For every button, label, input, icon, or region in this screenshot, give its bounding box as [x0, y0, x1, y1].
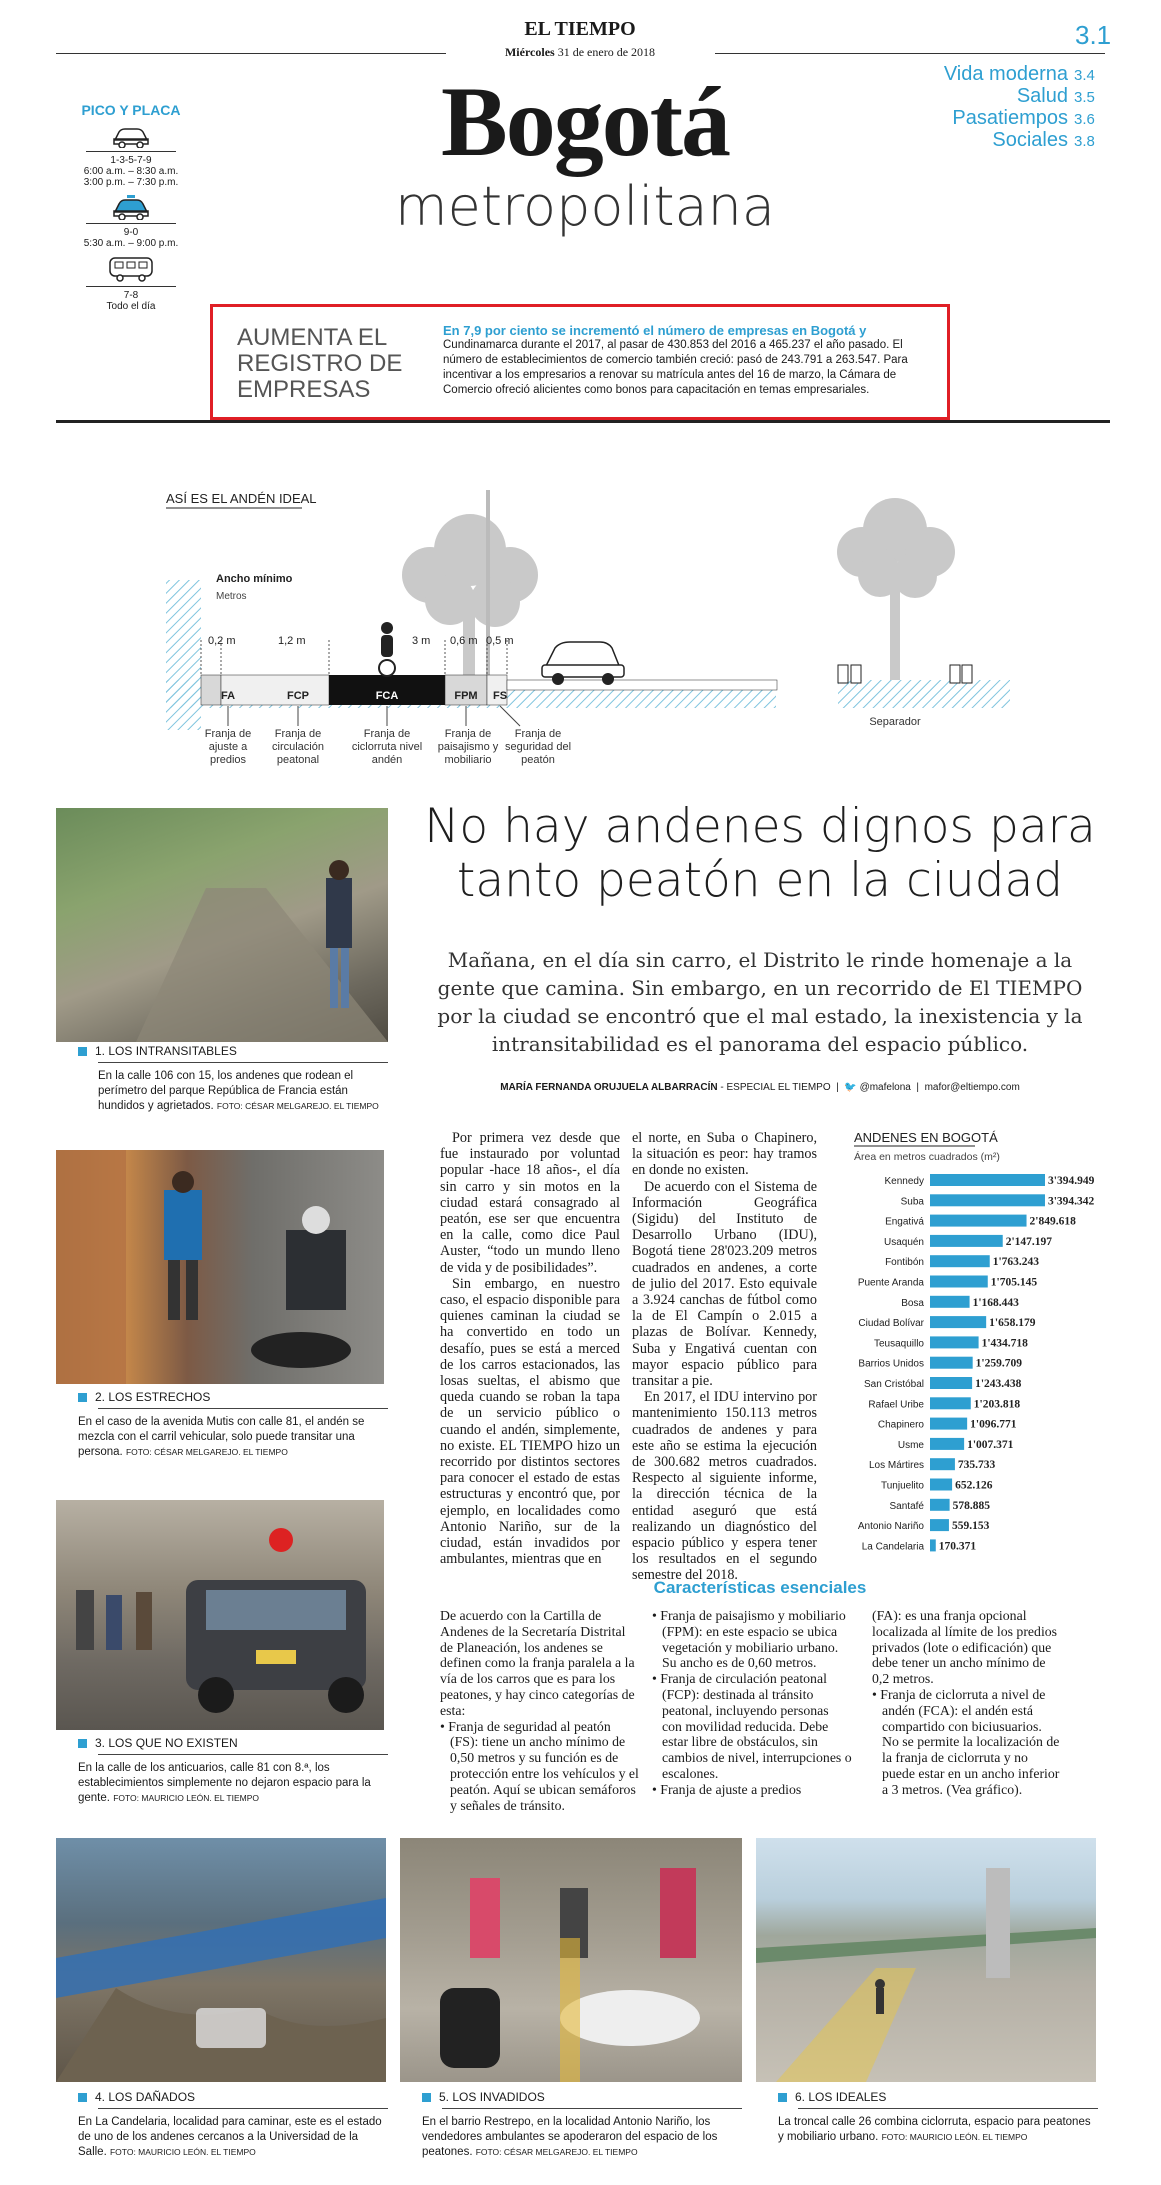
- article-headline: No hay andenes dignos para tanto peatón en la ciudad: [424, 799, 1096, 908]
- newspaper-brand: EL TIEMPO: [524, 18, 636, 40]
- cyclist-icon: [379, 622, 395, 676]
- hours: 3:00 p.m. – 7:30 p.m.: [83, 177, 179, 188]
- code-fcp: FCP: [287, 690, 309, 702]
- bullet-square-icon: [778, 2093, 787, 2102]
- diagram-title: ASÍ ES EL ANDÉN IDEAL: [166, 491, 317, 506]
- index-item[interactable]: Sociales 3.8: [992, 129, 1095, 151]
- code-fca: FCA: [375, 690, 399, 702]
- bar: [930, 1377, 972, 1389]
- plates: 1-3-5-7-9: [110, 155, 152, 166]
- bar-category-label: Antonio Nariño: [857, 1521, 924, 1533]
- tree-icon: [402, 514, 538, 680]
- caption-number: 3. LOS QUE NO EXISTEN: [95, 1736, 238, 1750]
- bar: [930, 1296, 970, 1308]
- characteristics-item: (FA): es una franja opcional localizada al límite de los predios privados (lote o edificación) que debe tener un ancho mínimo de 0,2 metros.: [872, 1608, 1058, 1687]
- bar-value-label: 1'203.818: [973, 1398, 1021, 1411]
- bar-value-label: 1'763.243: [992, 1256, 1040, 1269]
- paragraph: Sin embargo, en nuestro caso, el espacio disponible para quienes caminan la ciudad se ha convertido en todo un desafío, pues se está a merced de los carros estacionados, las losas sueltas, el abismo que queda cuando se roban la tapa de un servicio público o cuando el andén, simplemente, no existe. EL TIEMPO hizo un recorrido por distintos sectores para conocer el estado de estas estructuras y encontró que, por ejemplo, en localidades como Antonio Nariño, sur de la ciudad, están invadidos por ambulantes, mientras que en: [440, 1275, 620, 1568]
- code-fs: FS: [492, 690, 508, 702]
- bar-value-label: 1'705.145: [990, 1276, 1038, 1289]
- characteristics-col-1: [440, 1608, 640, 1813]
- photo-no-existen: [56, 1500, 384, 1730]
- date-day: Miércoles: [504, 45, 555, 59]
- measure-fa: 0,2 m: [208, 635, 236, 647]
- caption-2: [78, 1390, 388, 1460]
- characteristics-intro: De acuerdo con la Cartilla de Andenes de la Secretaría Distrital de Planeación, los andenes se definen como la franja paralela a la vía de los carros que es para los peatones, y hay cinco categorías de esta:: [440, 1608, 635, 1718]
- bar-value-label: 1'259.709: [975, 1357, 1022, 1370]
- caption-text: En el caso de la avenida Mutis con calle 81, el andén se mezcla con el carril vehicular, solo puede transitar una persona.: [78, 1416, 365, 1458]
- caption-text: En La Candelaria, localidad para caminar, este es el estado de uno de los andenes cercanos a la Universidad de la Salle.: [78, 2116, 382, 2158]
- paragraph: Por primera vez desde que fue instaurado por voluntad popular -hace 18 años-, el día sin carro y sin motos en la ciudad estará consagrado al peatón, ese ser que encuentra en la calle, como dice Paul Auster, “todo un mundo lleno de vida y de posibilidades”.: [440, 1130, 620, 1276]
- bar-category-label: Usaquén: [883, 1236, 924, 1248]
- pico-y-placa-cars: [56, 124, 206, 188]
- characteristics-title: Características esenciales: [653, 1578, 867, 1597]
- bar-category-label: Chapinero: [877, 1419, 924, 1431]
- bar: [930, 1215, 1027, 1227]
- measure-fpm: 0,6 m: [450, 635, 478, 647]
- bar: [930, 1174, 1045, 1186]
- caption-4: [78, 2090, 388, 2160]
- bar-category-label: Teusaquillo: [873, 1338, 924, 1350]
- bar-chart: [850, 1128, 1120, 1558]
- bar-value-label: 2'147.197: [1005, 1235, 1053, 1248]
- bullet-square-icon: [78, 1047, 87, 1056]
- highlight-box: [210, 304, 950, 420]
- bar-value-label: 3'394.949: [1048, 1175, 1095, 1187]
- section-title: Bogotá: [441, 66, 729, 177]
- bar-value-label: 3'394.342: [1047, 1195, 1095, 1208]
- bar-category-label: La Candelaria: [861, 1541, 924, 1553]
- car-icon: [111, 124, 151, 148]
- caption-text: En la calle de los anticuarios, calle 81 con 8.ª, los establecimientos simplemente no dejaron espacio para la gente.: [78, 1762, 371, 1804]
- bar: [930, 1357, 973, 1369]
- separator-label: Separador: [869, 716, 921, 728]
- bar: [930, 1418, 967, 1430]
- photo-invadidos: [400, 1838, 742, 2082]
- masthead-rule-left: [56, 53, 446, 54]
- article-byline: MARÍA FERNANDA ORUJUELA ALBARRACÍN - ESPECIAL EL TIEMPO | 🐦 @mafelona | mafor@eltiempo.com: [500, 1082, 1020, 1093]
- section-subtitle: metropolitana: [395, 175, 775, 238]
- bar-category-label: Kennedy: [884, 1176, 924, 1187]
- caption-credit: FOTO: MAURICIO LEÓN. EL TIEMPO: [881, 2132, 1028, 2142]
- issue-date: [400, 45, 760, 60]
- article-column-1: [440, 1130, 620, 1567]
- bar-value-label: 652.126: [955, 1479, 993, 1492]
- pico-y-placa-taxis: [56, 194, 206, 249]
- bar-value-label: 559.153: [951, 1520, 990, 1533]
- author-name: MARÍA FERNANDA ORUJUELA ALBARRACÍN: [500, 1082, 718, 1093]
- bar: [930, 1479, 952, 1491]
- caption-text: En la calle 106 con 15, los andenes que rodean el perímetro del parque República de Francia están hundidos y agrietados.: [98, 1070, 354, 1112]
- bar: [930, 1397, 971, 1409]
- bar: [930, 1316, 986, 1328]
- bar-category-label: Usme: [897, 1439, 924, 1451]
- tree-icon: [837, 498, 955, 680]
- bar-value-label: 735.733: [957, 1459, 996, 1472]
- bar-category-label: Tunjuelito: [881, 1480, 924, 1492]
- author-twitter[interactable]: @mafelona: [859, 1082, 911, 1093]
- code-fpm: FPM: [454, 690, 478, 702]
- pico-y-placa-title: PICO Y PLACA: [81, 102, 181, 118]
- caption-number: 2. LOS ESTRECHOS: [95, 1390, 211, 1404]
- hours: 5:30 a.m. – 9:00 p.m.: [83, 238, 179, 249]
- author-role: - ESPECIAL EL TIEMPO: [720, 1082, 831, 1093]
- bar-value-label: 1'007.371: [967, 1438, 1014, 1451]
- caption-1: [78, 1044, 388, 1114]
- section-divider: [56, 420, 1110, 423]
- paragraph: En 2017, el IDU intervino por mantenimiento 150.113 metros cuadrados de andenes y para este año se estima la ejecución de 300.682 metros cuadrados. Respecto al siguiente informe, la dirección técnica de la entidad aseguró que está realizando un diagnóstico del espacio público y espera tener los resultados en el segundo semestre del 2018.: [632, 1389, 817, 1584]
- bar-category-label: Bosa: [901, 1297, 924, 1309]
- bar: [930, 1255, 990, 1267]
- bar-category-label: Barrios Unidos: [858, 1358, 924, 1370]
- desc-fca: Franja de ciclorruta nivel andén: [351, 728, 423, 766]
- page-number: 3.1: [1075, 20, 1112, 50]
- caption-text: En el barrio Restrepo, en la localidad Antonio Nariño, los vendedores ambulantes se apoderaron del espacio de los peatones.: [422, 2116, 718, 2158]
- bar: [930, 1458, 955, 1470]
- bar-category-label: Fontibón: [885, 1257, 924, 1269]
- bar-value-label: 1'096.771: [970, 1418, 1017, 1431]
- bar-value-label: 170.371: [938, 1540, 977, 1553]
- article-standfirst: Mañana, en el día sin carro, el Distrito le rinde homenaje a la gente que camina. Sin embargo, en un recorrido de El TIEMPO por la ciudad se encontró que el mal estado, la inexistencia y la intransitabilidad es el panorama del espacio público.: [437, 948, 1083, 1056]
- date-rest: 31 de enero de 2018: [557, 45, 656, 59]
- bar-value-label: 1'243.438: [975, 1378, 1022, 1390]
- characteristics-item: • Franja de paisajismo y mobiliario (FPM): en este espacio se ubica vegetación y mobiliario urbano. Su ancho es de 0,60 metros.: [652, 1608, 852, 1671]
- pico-y-placa: [56, 102, 206, 318]
- paragraph: De acuerdo con el Sistema de Información Geográfica (Sigidu) del Instituto de Desarrollo Urbano (IDU), Bogotá tiene 28'023.209 metros cuadrados en andenes, a corte de julio del 2017. Esto equivale a 3.924 canchas de fútbol como la de El Campín o 2.015 a plazas de Bolívar. Kennedy, Suba y Engativá cuentan con mayor espacio público para transitar a pie.: [632, 1178, 817, 1390]
- desc-fs: Franja de seguridad del peatón: [504, 728, 572, 766]
- characteristics-item: • Franja de circulación peatonal (FCP): destinada al tránsito peatonal, incluyendo personas con movilidad reducida. Debe estar libre de obstáculos, sin cambios de nivel, interrupciones o escalones.: [652, 1671, 852, 1782]
- photo-ideales: [756, 1838, 1096, 2082]
- desc-fa: Franja de ajuste a predios: [204, 728, 252, 766]
- characteristics-item: • Franja de seguridad al peatón (FS): tiene un ancho mínimo de 0,50 metros y su función es de protección entre los vehículos y el peatón. Aquí se ubican semáforos y señales de tránsito.: [440, 1719, 640, 1814]
- caption-6: [778, 2090, 1098, 2145]
- index-item[interactable]: Pasatiempos 3.6: [952, 107, 1095, 129]
- index-item[interactable]: Vida moderna 3.4: [943, 63, 1095, 85]
- caption-5: [422, 2090, 742, 2160]
- caption-text: La troncal calle 26 combina ciclorruta, espacio para peatones y mobiliario urbano.: [778, 2116, 1091, 2143]
- characteristics-item: • Franja de ajuste a predios: [652, 1782, 852, 1798]
- bar-value-label: 1'658.179: [989, 1317, 1036, 1330]
- bar-value-label: 578.885: [952, 1499, 990, 1512]
- code-fa: FA: [220, 690, 236, 702]
- measure-fca: 3 m: [412, 635, 431, 647]
- caption-3: [78, 1736, 388, 1806]
- bullet-square-icon: [422, 2093, 431, 2102]
- bar: [930, 1336, 979, 1348]
- caption-number: 5. LOS INVADIDOS: [439, 2090, 545, 2104]
- bus-icon: [108, 255, 154, 283]
- caption-credit: FOTO: CÉSAR MELGAREJO. EL TIEMPO: [475, 2147, 638, 2157]
- bar-value-label: 1'434.718: [981, 1337, 1028, 1350]
- plates: 9-0: [123, 227, 139, 238]
- masthead-rule-right: [715, 53, 1105, 54]
- units-label: Metros: [216, 591, 247, 602]
- caption-credit: FOTO: MAURICIO LEÓN. EL TIEMPO: [113, 1793, 259, 1803]
- bar-value-label: 2'849.618: [1029, 1215, 1076, 1228]
- photo-estrechos: [56, 1150, 384, 1384]
- bullet-square-icon: [78, 1393, 87, 1402]
- article-column-2: [632, 1130, 817, 1584]
- paragraph: el norte, en Suba o Chapinero, la situación es peor: hay tramos en donde no existen.: [632, 1130, 817, 1179]
- plates: 7-8: [123, 290, 139, 301]
- bar: [930, 1499, 950, 1511]
- taxi-icon: [111, 194, 151, 220]
- caption-number: 6. LOS IDEALES: [795, 2090, 887, 2104]
- twitter-icon: 🐦: [844, 1082, 857, 1093]
- characteristics-col-2: [652, 1608, 852, 1798]
- caption-credit: FOTO: CÉSAR MELGAREJO. EL TIEMPO: [125, 1447, 288, 1457]
- bar-category-label: Puente Aranda: [857, 1277, 924, 1289]
- characteristics-col-3: [872, 1608, 1062, 1798]
- caption-number: 1. LOS INTRANSITABLES: [95, 1044, 237, 1058]
- bar: [930, 1539, 936, 1551]
- bullet-square-icon: [78, 2093, 87, 2102]
- bar: [930, 1438, 964, 1450]
- highlight-label: AUMENTA EL REGISTRO DE EMPRESAS: [237, 324, 403, 403]
- characteristics-item: • Franja de ciclorruta a nivel de andén (FCA): el andén está compartido con biciusuarios. No se permite la localización de la franja de ciclorruta y no puede estar en un ancho inferior a 3 metros. (Vea gráfico).: [872, 1687, 1062, 1798]
- highlight-body: Cundinamarca durante el 2017, al pasar de 430.853 del 2016 a 465.237 el año pasado. El número de establecimientos de comercio también creció: pasó de 243.791 a 263.547. Para incentivar a los empresarios a renovar su matrícula antes del 16 de marzo, la Cámara de Comercio ofreció alicientes como bonos para capacitación en temas empresariales.: [443, 339, 908, 396]
- caption-number: 4. LOS DAÑADOS: [95, 2090, 196, 2104]
- desc-fpm: Franja de paisajismo y mobiliario: [437, 728, 499, 766]
- desc-fcp: Franja de circulación peatonal: [272, 728, 324, 766]
- section-index: [880, 64, 1100, 152]
- caption-credit: FOTO: CÉSAR MELGAREJO. EL TIEMPO: [216, 1101, 379, 1111]
- sidewalk-diagram: [150, 480, 1010, 780]
- bar-category-label: Los Mártires: [868, 1460, 924, 1472]
- bar-category-label: San Cristóbal: [863, 1379, 924, 1390]
- bar-value-label: 1'168.443: [972, 1296, 1019, 1309]
- pico-y-placa-buses: [56, 255, 206, 312]
- author-email[interactable]: mafor@eltiempo.com: [924, 1082, 1020, 1093]
- bar: [930, 1276, 988, 1288]
- photo-danados: [56, 1838, 386, 2082]
- caption-credit: FOTO: MAURICIO LEÓN. EL TIEMPO: [109, 2147, 256, 2157]
- chart-subtitle: Área en metros cuadrados (m²): [854, 1151, 1000, 1163]
- bar-category-label: Engativá: [885, 1216, 924, 1228]
- bar-category-label: Rafael Uribe: [868, 1399, 924, 1411]
- photo-intransitables: [56, 808, 388, 1042]
- hours: 6:00 a.m. – 8:30 a.m.: [83, 166, 179, 177]
- bar-category-label: Santafé: [889, 1500, 924, 1512]
- measure-fcp: 1,2 m: [278, 635, 306, 647]
- bar-category-label: Ciudad Bolívar: [858, 1318, 924, 1330]
- highlight-text: [443, 323, 938, 398]
- hours: Todo el día: [106, 301, 156, 312]
- bar: [930, 1194, 1045, 1206]
- measure-fs: 0,5 m: [486, 635, 514, 647]
- highlight-lead: En 7,9 por ciento se incrementó el número de empresas en Bogotá y: [443, 323, 867, 338]
- bullet-square-icon: [78, 1739, 87, 1748]
- index-item[interactable]: Salud 3.5: [1016, 85, 1095, 107]
- bar-category-label: Suba: [900, 1196, 924, 1208]
- bar: [930, 1235, 1003, 1247]
- bar: [930, 1519, 949, 1531]
- car-icon: [542, 642, 624, 685]
- chart-title: ANDENES EN BOGOTÁ: [854, 1130, 998, 1145]
- min-width-label: Ancho mínimo: [216, 573, 293, 585]
